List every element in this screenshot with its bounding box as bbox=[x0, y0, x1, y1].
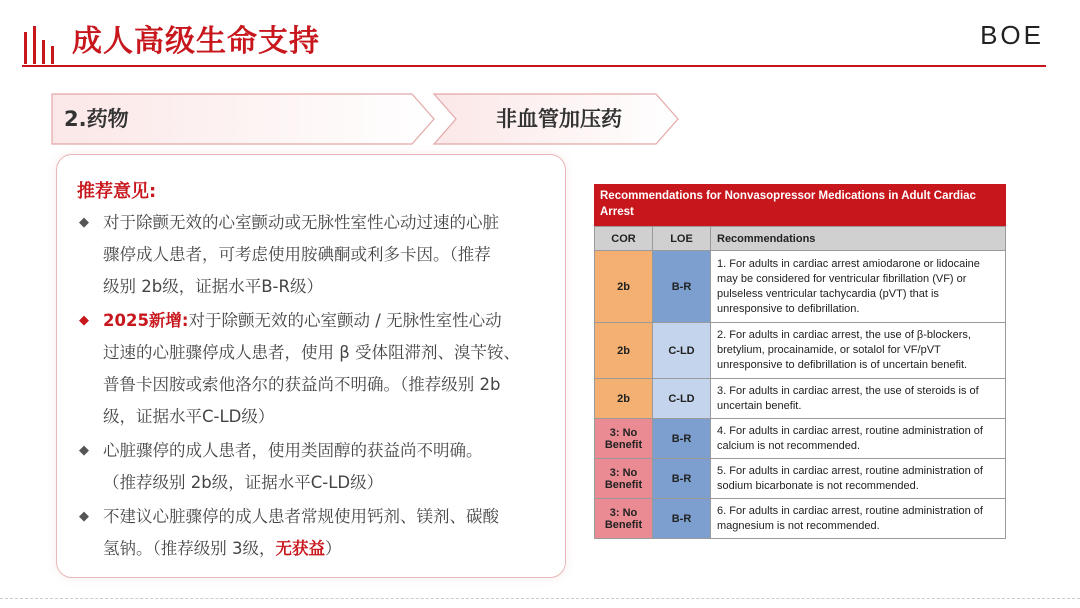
recommendation-item: ◆ 对于除颤无效的心室颤动或无脉性室性心动过速的心脏 骤停成人患者，可考虑使用胺碘酮或利多卡因。（推荐 级别 2b级，证据水平B-R级） bbox=[79, 207, 549, 303]
table-row bbox=[595, 499, 1006, 539]
no-benefit-emphasis: 无获益 bbox=[275, 539, 325, 558]
page-title: 成人高级生命支持 bbox=[72, 24, 320, 59]
loe-cell: B-R bbox=[653, 459, 711, 499]
table-row bbox=[595, 419, 1006, 459]
cor-cell: 3: No Benefit bbox=[595, 499, 653, 539]
diamond-bullet-icon: ◆ bbox=[79, 215, 89, 230]
loe-cell: B-R bbox=[653, 251, 711, 323]
recommendation-panel bbox=[56, 154, 566, 578]
recommendation-cell: 3. For adults in cardiac arrest, the use of steroids is of uncertain benefit. bbox=[711, 379, 1006, 419]
table-row bbox=[595, 379, 1006, 419]
recommendation-item-new: ◆ 2025新增:对于除颤无效的心室颤动 / 无脉性室性心动 过速的心脏骤停成人患者，使用 β 受体阻滞剂、溴苄铵、 普鲁卡因胺或索他洛尔的获益尚不明确。（推荐级别 2b 级，证据水平C-LD级） bbox=[79, 305, 549, 433]
recommendation-cell: 6. For adults in cardiac arrest, routine administration of magnesium is not recommended. bbox=[711, 499, 1006, 539]
diamond-bullet-icon: ◆ bbox=[79, 509, 89, 524]
diamond-bullet-icon: ◆ bbox=[79, 313, 89, 328]
loe-cell: B-R bbox=[653, 499, 711, 539]
brand-logo: BOE bbox=[980, 20, 1044, 50]
recommendation-cell: 2. For adults in cardiac arrest, the use of β-blockers, bretylium, procainamide, or sotalol for VF/pVT unresponsive to defibrillation is of uncertain benefit. bbox=[711, 323, 1006, 379]
recommendation-item: ◆ 不建议心脏骤停的成人患者常规使用钙剂、镁剂、碳酸 氢钠。（推荐级别 3级，无获益） bbox=[79, 501, 549, 565]
table-row bbox=[595, 251, 1006, 323]
breadcrumb-section: 2.药物 bbox=[64, 107, 129, 131]
header-recommendations: Recommendations bbox=[711, 227, 1006, 251]
loe-cell: C-LD bbox=[653, 379, 711, 419]
panel-heading: 推荐意见: bbox=[77, 181, 157, 202]
loe-cell: C-LD bbox=[653, 323, 711, 379]
table-row bbox=[595, 459, 1006, 499]
recommendation-cell: 4. For adults in cardiac arrest, routine administration of calcium is not recommended. bbox=[711, 419, 1006, 459]
recommendation-cell: 5. For adults in cardiac arrest, routine administration of sodium bicarbonate is not recommended. bbox=[711, 459, 1006, 499]
recommendation-table bbox=[594, 226, 1006, 539]
cor-cell: 2b bbox=[595, 379, 653, 419]
diamond-bullet-icon: ◆ bbox=[79, 443, 89, 458]
cor-cell: 3: No Benefit bbox=[595, 419, 653, 459]
recommendation-cell: 1. For adults in cardiac arrest amiodarone or lidocaine may be considered for ventricular fibrillation (VF) or pulseless ventricular tachycardia (pVT) that is unresponsive to defibrillation. bbox=[711, 251, 1006, 323]
table-title: Recommendations for Nonvasopressor Medications in Adult Cardiac Arrest bbox=[594, 184, 1006, 226]
header-cor: COR bbox=[595, 227, 653, 251]
new-label: 2025新增: bbox=[103, 311, 189, 330]
header-loe: LOE bbox=[653, 227, 711, 251]
logo-bars-icon bbox=[22, 22, 66, 66]
table-header-row bbox=[595, 227, 1006, 251]
cor-cell: 3: No Benefit bbox=[595, 459, 653, 499]
breadcrumb-subsection: 非血管加压药 bbox=[496, 107, 622, 131]
cor-cell: 2b bbox=[595, 323, 653, 379]
loe-cell: B-R bbox=[653, 419, 711, 459]
footer-divider bbox=[0, 598, 1080, 599]
cor-cell: 2b bbox=[595, 251, 653, 323]
title-divider bbox=[22, 65, 1046, 67]
recommendation-item: ◆ 心脏骤停的成人患者，使用类固醇的获益尚不明确。 （推荐级别 2b级，证据水平C-LD级） bbox=[79, 435, 549, 499]
table-row bbox=[595, 323, 1006, 379]
